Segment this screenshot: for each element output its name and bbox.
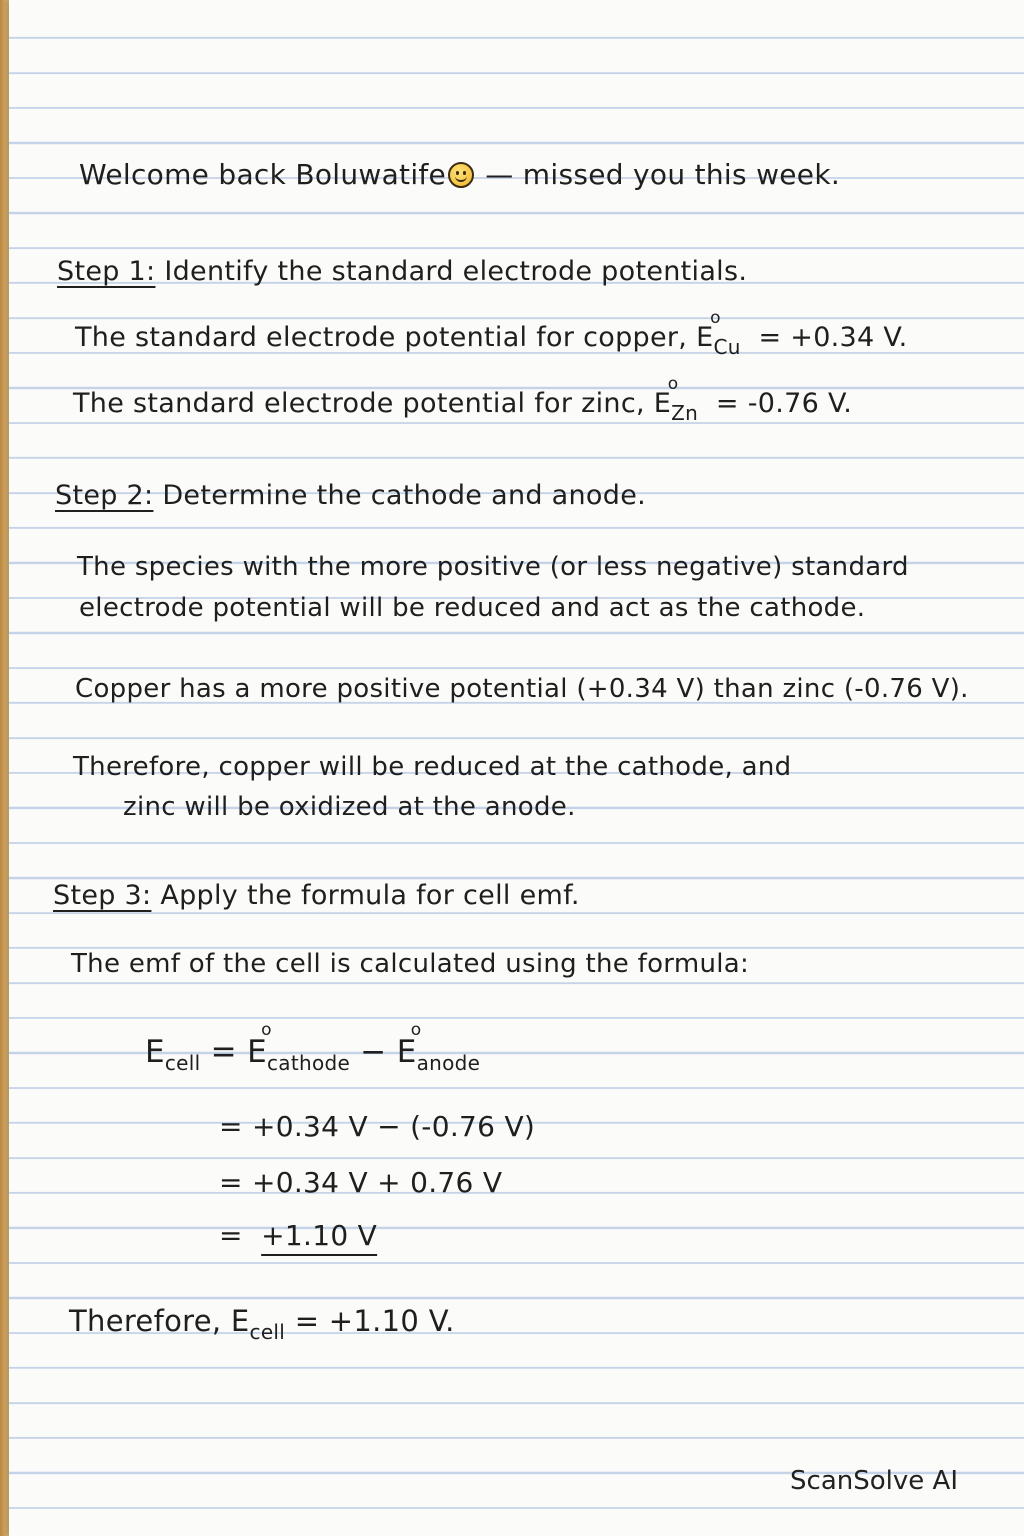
zinc-potential-symbol [653,374,679,420]
greeting-text-after: — missed you this week. [476,158,841,191]
calc-step-3 [219,1219,377,1253]
conclusion-value: = +1.10 V. [294,1304,455,1338]
zinc-text: The standard electrode potential for zinc, [73,388,645,419]
step3-label: Step 3: [53,880,152,911]
degree-mark: o [410,1020,422,1040]
calc-step-1: = +0.34 V − (-0.76 V) [219,1110,536,1143]
smiling-face-icon [448,162,474,188]
subscript-cathode: cathode [267,1051,351,1075]
zinc-value: = -0.76 V. [715,388,853,419]
conclusion-text: Therefore, [69,1304,222,1338]
lined-paper [9,0,1024,1536]
step2-para1-line2: electrode potential will be reduced and act as the cathode. [79,593,866,623]
step1-heading [57,256,747,288]
subscript-anode: anode [416,1051,481,1075]
final-result: +1.10 V [261,1219,378,1252]
symbol-e: E [247,1034,267,1070]
symbol-e: E [696,322,714,353]
degree-mark: o [710,308,721,328]
greeting [79,158,840,192]
greeting-text: Welcome back Boluwatife [79,158,447,191]
subscript-zn: Zn [671,401,699,425]
subscript-cell: cell [249,1320,286,1344]
brand-watermark: ScanSolve AI [790,1466,958,1496]
step3-intro: The emf of the cell is calculated using the formula: [71,949,750,979]
anode-potential-symbol [396,1020,422,1071]
step3-title: Apply the formula for cell emf. [160,880,580,911]
copper-potential-symbol [696,308,721,354]
subscript-cu: Cu [713,335,741,359]
subscript-cell: cell [164,1051,201,1075]
step1-zinc-line [73,374,853,425]
step1-label: Step 1: [57,256,156,287]
equals-sign: = [219,1219,243,1252]
symbol-e-cell: E [145,1034,165,1070]
calc-step-2: = +0.34 V + 0.76 V [219,1166,503,1199]
degree-mark: o [667,374,679,394]
minus-sign: − [360,1034,387,1070]
step2-heading [55,480,646,512]
step1-copper-line [75,308,908,359]
symbol-e-cell: E [230,1304,250,1338]
step2-title: Determine the cathode and anode. [162,480,646,511]
symbol-e: E [653,388,672,419]
step2-para2: Copper has a more positive potential (+0.34 V) than zinc (-0.76 V). [75,674,969,704]
step2-para3-line1: Therefore, copper will be reduced at the cathode, and [73,752,792,782]
cathode-potential-symbol [247,1020,272,1071]
degree-mark: o [261,1020,272,1040]
emf-formula [145,1020,481,1075]
step3-heading [53,880,580,912]
equals-sign: = [210,1034,237,1070]
step2-label: Step 2: [55,480,154,511]
symbol-e: E [396,1034,417,1070]
copper-text: The standard electrode potential for copper, [75,322,688,353]
conclusion [69,1304,455,1344]
copper-value: = +0.34 V. [758,322,908,353]
step2-para3-line2: zinc will be oxidized at the anode. [123,792,576,822]
step2-para1-line1: The species with the more positive (or less negative) standard [77,552,909,582]
step1-title: Identify the standard electrode potentials. [164,256,748,287]
